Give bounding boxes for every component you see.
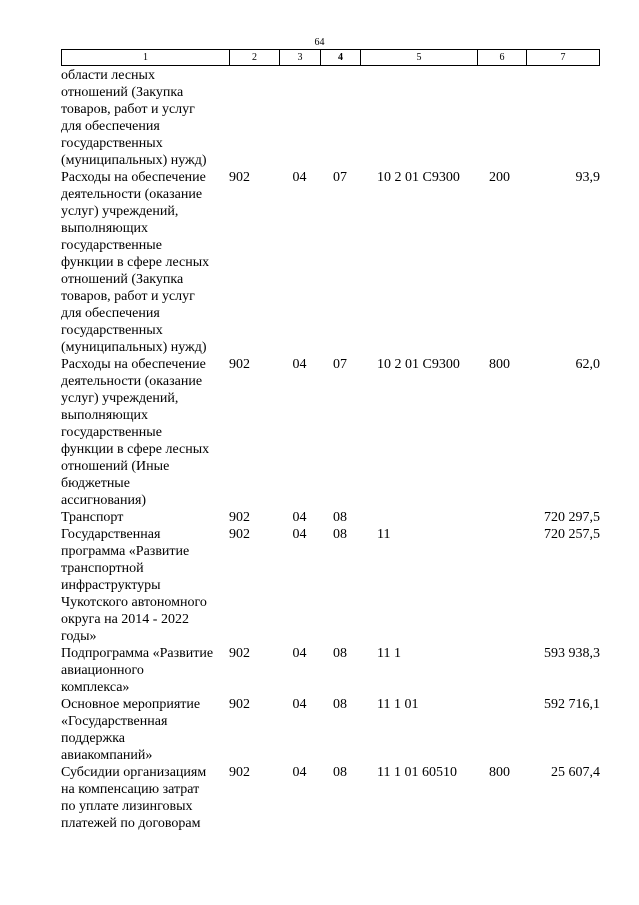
row-section: 04 — [292, 697, 307, 712]
row-name-line: Чукотского автономного — [61, 595, 207, 610]
row-target-article: 11 1 01 — [377, 697, 419, 712]
table-body — [61, 67, 600, 832]
row-name-line: Основное мероприятие — [61, 697, 201, 712]
row-name-line: функции в сфере лесных — [61, 442, 210, 457]
row-name-line: округа на 2014 - 2022 — [61, 612, 189, 627]
table-row — [61, 169, 600, 356]
row-name-line: области лесных — [61, 68, 155, 83]
row-name-line: государственные — [61, 425, 162, 440]
row-name-line: Подпрограмма «Развитие — [61, 646, 214, 661]
row-name-line: программа «Развитие — [61, 544, 190, 559]
row-name-line: платежей по договорам — [61, 816, 201, 831]
row-name-line: государственные — [61, 238, 162, 253]
row-target-article: 11 — [377, 527, 391, 542]
row-name-line: авиационного — [61, 663, 144, 678]
row-name-line: услуг) учреждений, — [61, 391, 179, 406]
row-expense-type: 800 — [489, 357, 510, 372]
table-row — [61, 696, 600, 764]
row-name-line: деятельности (оказание — [61, 374, 203, 389]
row-name-line: функции в сфере лесных — [61, 255, 210, 270]
row-name — [61, 764, 229, 832]
row-name-line: государственных — [61, 323, 163, 338]
row-name-line: ассигнования) — [61, 493, 147, 508]
row-expense-type: 800 — [489, 765, 510, 780]
row-subsection: 07 — [333, 170, 347, 185]
header-col-6: 6 — [478, 50, 527, 65]
table-row — [61, 509, 600, 526]
row-amount: 25 607,4 — [551, 765, 600, 780]
row-admin-code: 902 — [229, 765, 250, 780]
row-name-line: выполняющих — [61, 408, 148, 423]
row-subsection: 08 — [333, 527, 347, 542]
row-expense-type — [477, 645, 526, 696]
table-row — [61, 526, 600, 645]
header-col-4: 4 — [321, 50, 361, 65]
row-admin-code: 902 — [229, 510, 250, 525]
row-section: 04 — [292, 357, 307, 372]
row-section: 04 — [292, 170, 307, 185]
row-name — [61, 526, 229, 645]
row-amount: 62,0 — [575, 357, 600, 372]
row-name — [61, 169, 229, 356]
row-section: 04 — [292, 510, 307, 525]
row-name-line: по уплате лизинговых — [61, 799, 193, 814]
row-admin-code — [229, 67, 279, 169]
row-name-line: поддержка — [61, 731, 126, 746]
row-amount — [526, 67, 600, 169]
row-name-line: Расходы на обеспечение — [61, 357, 206, 372]
row-expense-type — [477, 696, 526, 764]
row-name-line: отношений (Закупка — [61, 85, 184, 100]
row-subsection — [320, 67, 360, 169]
row-amount: 93,9 — [575, 170, 600, 185]
row-name-line: «Государственная — [61, 714, 168, 729]
row-name-line: на компенсацию затрат — [61, 782, 200, 797]
row-name — [61, 696, 229, 764]
row-name — [61, 67, 229, 169]
row-subsection: 08 — [333, 765, 347, 780]
row-admin-code: 902 — [229, 527, 250, 542]
row-name-line: Расходы на обеспечение — [61, 170, 206, 185]
row-name-line: для обеспечения — [61, 119, 160, 134]
header-col-2: 2 — [230, 50, 280, 65]
row-amount: 720 257,5 — [544, 527, 600, 542]
row-subsection: 08 — [333, 697, 347, 712]
row-target-article: 11 1 01 60510 — [377, 765, 457, 780]
row-name-line: государственных — [61, 136, 163, 151]
row-name — [61, 509, 229, 526]
row-expense-type — [477, 509, 526, 526]
row-expense-type — [477, 67, 526, 169]
header-col-7: 7 — [560, 52, 566, 63]
row-expense-type — [477, 526, 526, 645]
row-name-line: комплекса» — [61, 680, 130, 695]
row-name — [61, 356, 229, 509]
row-name-line: бюджетные — [61, 476, 130, 491]
row-target-article: 10 2 01 С9300 — [377, 170, 460, 185]
page-number: 64 — [314, 37, 325, 48]
row-name-line: товаров, работ и услуг — [61, 102, 195, 117]
table-row — [61, 356, 600, 509]
row-target-article: 10 2 01 С9300 — [377, 357, 460, 372]
row-amount: 593 938,3 — [544, 646, 600, 661]
row-section: 04 — [292, 646, 307, 661]
row-section: 04 — [292, 527, 307, 542]
table-row — [61, 645, 600, 696]
row-subsection: 07 — [333, 357, 347, 372]
table-row — [61, 764, 600, 832]
row-section: 04 — [292, 765, 307, 780]
row-name-line: транспортной — [61, 561, 144, 576]
row-target-article: 11 1 — [377, 646, 401, 661]
row-amount: 592 716,1 — [544, 697, 600, 712]
header-col-3: 3 — [280, 50, 321, 65]
row-admin-code: 902 — [229, 646, 250, 661]
row-name-line: для обеспечения — [61, 306, 160, 321]
row-admin-code: 902 — [229, 357, 250, 372]
row-subsection: 08 — [333, 510, 347, 525]
row-name-line: деятельности (оказание — [61, 187, 203, 202]
row-admin-code: 902 — [229, 697, 250, 712]
row-name-line: Транспорт — [61, 510, 124, 525]
row-name-line: (муниципальных) нужд) — [61, 340, 207, 355]
row-name-line: авиакомпаний» — [61, 748, 153, 763]
row-section — [279, 67, 320, 169]
table-header — [61, 49, 600, 66]
table-row — [61, 67, 600, 169]
row-name-line: товаров, работ и услуг — [61, 289, 195, 304]
row-amount: 720 297,5 — [544, 510, 600, 525]
row-admin-code: 902 — [229, 170, 250, 185]
row-name — [61, 645, 229, 696]
row-target-article — [360, 509, 477, 526]
row-name-line: инфраструктуры — [61, 578, 161, 593]
row-name-line: услуг) учреждений, — [61, 204, 179, 219]
row-subsection: 08 — [333, 646, 347, 661]
row-name-line: годы» — [61, 629, 97, 644]
header-col-5: 5 — [361, 50, 478, 65]
row-target-article — [360, 67, 477, 169]
row-name-line: выполняющих — [61, 221, 148, 236]
row-expense-type: 200 — [489, 170, 510, 185]
header-col-1: 1 — [62, 50, 230, 65]
row-name-line: отношений (Иные — [61, 459, 170, 474]
row-name-line: Субсидии организациям — [61, 765, 207, 780]
row-name-line: Государственная — [61, 527, 161, 542]
row-name-line: (муниципальных) нужд) — [61, 153, 207, 168]
row-name-line: отношений (Закупка — [61, 272, 184, 287]
